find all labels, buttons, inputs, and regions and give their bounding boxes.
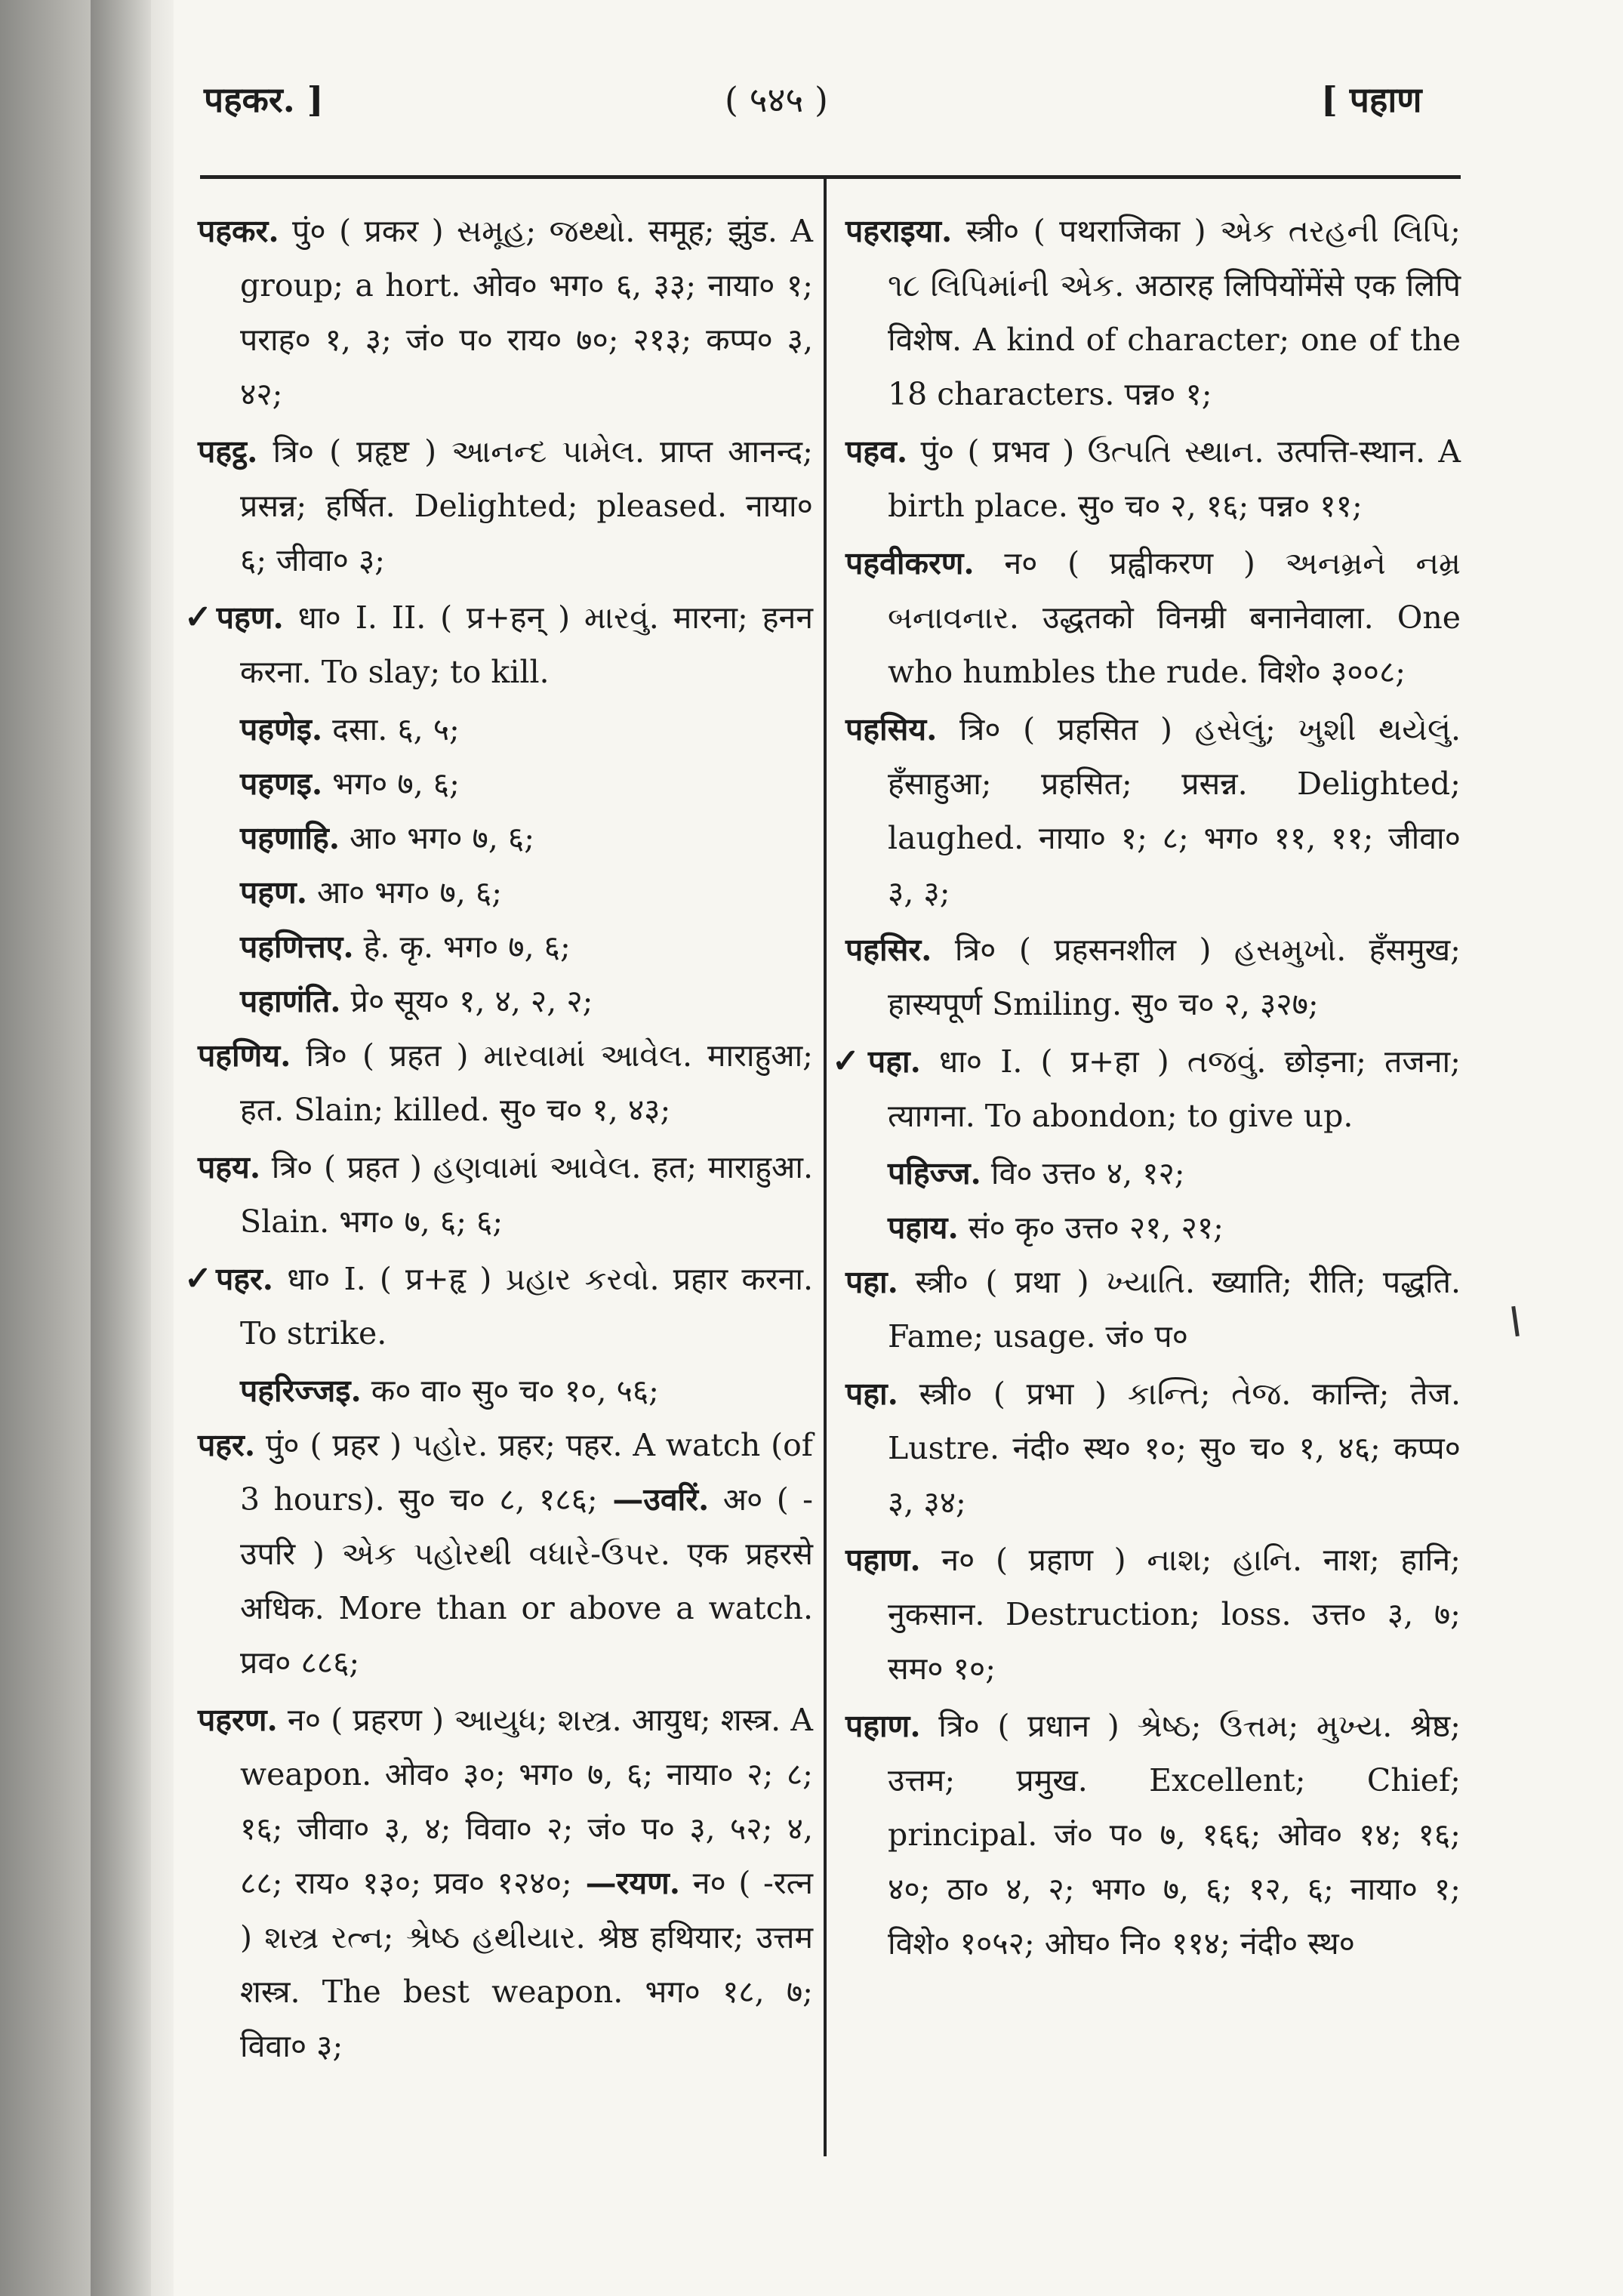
dictionary-entry: [845, 424, 1461, 533]
sub-entry: [845, 1146, 1461, 1200]
headword: पहकर.: [198, 213, 279, 249]
sub-entry: [198, 920, 813, 974]
sub-entry-text: क० वा० सु० च० १०, ५६;: [361, 1373, 659, 1409]
sub-entry-text: भग० ७, ६;: [322, 766, 460, 802]
entry-text: त्रि० ( प्रहसित ) હસેલું; ખુશી થયેલું. हँसाहुआ; प्रहसित; प्रसन्न. Delighted; laughed. नाया० १; ८; भग० ११, ११; जीवा० ३, ३;: [888, 711, 1461, 911]
headword: पहण.: [216, 599, 284, 636]
entry-text: पुं० ( प्रभव ) ઉત્પતિ સ્થાન. उत्पत्ति-स्थान. A birth place. सु० च० २, १६; पन्न० ११;: [888, 433, 1461, 524]
check-mark-icon: ✓: [184, 1259, 216, 1298]
margin-mark: [1511, 1306, 1520, 1336]
dictionary-entry: [198, 1140, 813, 1249]
sub-headword: पहणेइ.: [240, 711, 323, 747]
sub-entry-text: हे. कृ. भग० ७, ६;: [353, 929, 571, 965]
sub-entry: [198, 702, 813, 757]
page-gutter-shadow: [91, 0, 151, 2296]
compound-headword: —उवरिं.: [597, 1481, 710, 1518]
header-rule: [200, 175, 1461, 179]
dictionary-entry: [184, 1252, 813, 1361]
running-head-left: पहकर. ]: [204, 79, 324, 120]
entry-text: त्रि० ( प्रहत ) હણવામાં આવેલ. हत; माराहुआ. Slain. भग० ७, ६; ६;: [240, 1149, 813, 1240]
sub-entry: [198, 865, 813, 920]
entry-text: त्रि० ( प्रहृष्ट ) આનન્દ પામેલ. प्राप्त आनन्द; प्रसन्न; हर्षित. Delighted; pleased. नाया० ६; जीवा० ३;: [240, 433, 813, 578]
sub-headword: पहरिज्जइ.: [240, 1373, 362, 1409]
sub-entry-text: प्रे० सूय० १, ४, २, २;: [340, 983, 593, 1019]
entry-text: न० ( प्रह्वीकरण ) અનમ્રને નમ્ર બનાવનાર. उद्धतको विनम्री बनानेवाला. One who humbles the rude. विशे० ३००८;: [888, 545, 1461, 690]
headword: पहाण.: [845, 1542, 921, 1578]
page-number: ( ५४५ ): [725, 79, 828, 120]
running-head-right: [ पहाण: [1321, 79, 1422, 120]
sub-headword: पहिज्ज.: [888, 1155, 981, 1191]
entry-text: त्रि० ( प्रहसनशील ) હસમુખો. हँसमुख; हास्यपूर्ण Smiling. सु० च० २, ३२७;: [888, 932, 1461, 1022]
entry-text: धा० I. ( प्र+हृ ) પ્રહાર કરવો. प्रहार करना. To strike.: [240, 1261, 813, 1351]
sub-entry-text: वि० उत्त० ४, १२;: [981, 1155, 1185, 1191]
dictionary-entry: [845, 702, 1461, 920]
entry-text: धा० I. ( प्र+हा ) તજવું. छोड़ना; तजना; त्यागना. To abondon; to give up.: [888, 1043, 1461, 1134]
sub-entry: [198, 811, 813, 865]
sub-entry: [845, 1200, 1461, 1255]
dictionary-entry: [184, 590, 813, 699]
compound-text: अ० ( -उपरि ) એક પહોરથી વધારે-ઉપર. एक प्रहरसे अधिक. More than or above a watch. प्रव० ८८६;: [240, 1481, 813, 1681]
headword: पहाण.: [845, 1708, 921, 1744]
entry-text: पुं० ( प्रकर ) સમૂહ; જથ્થો. समूह; झुंड. A group; a hort. ओव० भग० ६, ३३; नाया० १; पराह० १, ३; जं० प० राय० ७०; २१३; कप्प० ३, ४२;: [240, 213, 813, 412]
compound-text: न० ( -रत्न ) શસ્ત્ર રત્ન; શ્રેષ્ઠ હથીયાર. श्रेष्ठ हथियार; उत्तम शस्त्र. The best weapon. भग० १८, ७; विवा० ३;: [240, 1865, 813, 2064]
dictionary-entry: [845, 1533, 1461, 1696]
compound-headword: —रयण.: [571, 1865, 681, 1901]
entry-text: स्त्री० ( प्रभा ) કાન્તિ; તેજ. कान्ति; तेज. Lustre. नंदी० स्थ० १०; सु० च० १, ४६; कप्प० ३, ३४;: [888, 1376, 1461, 1521]
dictionary-entry: [198, 424, 813, 587]
sub-entry-text: आ० भग० ७, ६;: [340, 820, 535, 856]
entry-text: स्त्री० ( प्रथा ) ખ્યાતિ. ख्याति; रीति; पद्धति. Fame; usage. जं० प०: [888, 1264, 1461, 1354]
headword: पहय.: [198, 1149, 261, 1185]
sub-headword: पहाणंति.: [240, 983, 341, 1019]
headword: पहा.: [845, 1264, 898, 1300]
headword: पहवीकरण.: [845, 545, 975, 581]
sub-headword: पहाय.: [888, 1210, 959, 1246]
sub-entry-text: सं० कृ० उत्त० २१, २१;: [958, 1210, 1224, 1246]
sub-headword: पहण.: [240, 874, 307, 911]
headword: पहणिय.: [198, 1037, 291, 1074]
sub-headword: पहणइ.: [240, 766, 323, 802]
check-mark-icon: ✓: [184, 598, 217, 636]
headword: पहरण.: [198, 1702, 278, 1738]
right-column: [832, 204, 1461, 1974]
dictionary-entry: [198, 204, 813, 421]
entry-text: त्रि० ( प्रहत ) મારવામાં આવેલ. माराहुआ; हत. Slain; killed. सु० च० १, ४३;: [240, 1037, 813, 1128]
headword: पहा.: [867, 1043, 921, 1080]
sub-entry-text: आ० भग० ७, ६;: [306, 874, 503, 911]
dictionary-entry: [845, 923, 1461, 1031]
headword: पहर.: [215, 1261, 274, 1297]
entry-text: धा० I. II. ( प्र+हन् ) મારવું. मारना; हनन करना. To slay; to kill.: [240, 599, 813, 690]
dictionary-entry: [845, 204, 1461, 421]
column-divider: [824, 178, 827, 2156]
headword: पहव.: [845, 433, 908, 470]
entry-text: न० ( प्रहाण ) નાશ; હાનિ. नाश; हानि; नुकसान. Destruction; loss. उत्त० ३, ७; सम० १०;: [888, 1542, 1461, 1687]
headword: पहसिर.: [845, 932, 932, 968]
dictionary-entry: [198, 1028, 813, 1137]
dictionary-entry: [198, 1418, 813, 1690]
headword: पहट्ठ.: [198, 433, 258, 470]
dictionary-entry: [845, 536, 1461, 699]
headword: पहा.: [845, 1376, 898, 1412]
dictionary-entry: [198, 1693, 813, 2073]
sub-entry: [198, 974, 813, 1028]
dictionary-entry: [845, 1699, 1461, 1971]
entry-text: पुं० ( प्रहर ) પહોર. प्रहर; पहर. A watch (of 3 hours). सु० च० ८, १८६;: [240, 1427, 813, 1518]
sub-entry-text: दसा. ६, ५;: [322, 711, 460, 747]
dictionary-entry: [832, 1034, 1461, 1143]
headword: पहसिय.: [845, 711, 938, 747]
entry-text: स्त्री० ( पथराजिका ) એક તરહની લિપિ; ૧૮ લિપિમાંની એક. अठारह लिपियोंमेंसे एक लिपि विशेष. A kind of character; one of the 18 characters. पन्न० १;: [888, 213, 1461, 412]
sub-headword: पहणित्तए.: [240, 929, 354, 965]
headword: पहराइया.: [845, 213, 953, 249]
sub-headword: पहणाहि.: [240, 820, 340, 856]
check-mark-icon: ✓: [832, 1042, 868, 1080]
sub-entry: [198, 757, 813, 811]
sub-entry: [198, 1364, 813, 1418]
dictionary-entry: [845, 1255, 1461, 1364]
left-column: [184, 204, 813, 2076]
headword: पहर.: [198, 1427, 256, 1463]
dictionary-entry: [845, 1367, 1461, 1530]
entry-text: न० ( प्रहरण ) આયુધ; શસ્ત્ર. आयुध; शस्त्र. A weapon. ओव० ३०; भग० ७, ६; नाया० २; ८; १६; जीवा० ३, ४; विवा० २; जं० प० ३, ५२; ४, ८८; राय० १३०; प्रव० १२४०;: [240, 1702, 813, 1901]
entry-text: त्रि० ( प्रधान ) શ્રેષ્ઠ; ઉત્તમ; મુખ્ય. श्रेष्ठ; उत्तम; प्रमुख. Excellent; Chief; principal. जं० प० ७, १६६; ओव० १४; १६; ४०; ठा० ४, २; भग० ७, ६; १२, ६; नाया० १; विशे० १०५२; ओघ० नि० ११४; नंदी० स्थ०: [888, 1708, 1461, 1962]
